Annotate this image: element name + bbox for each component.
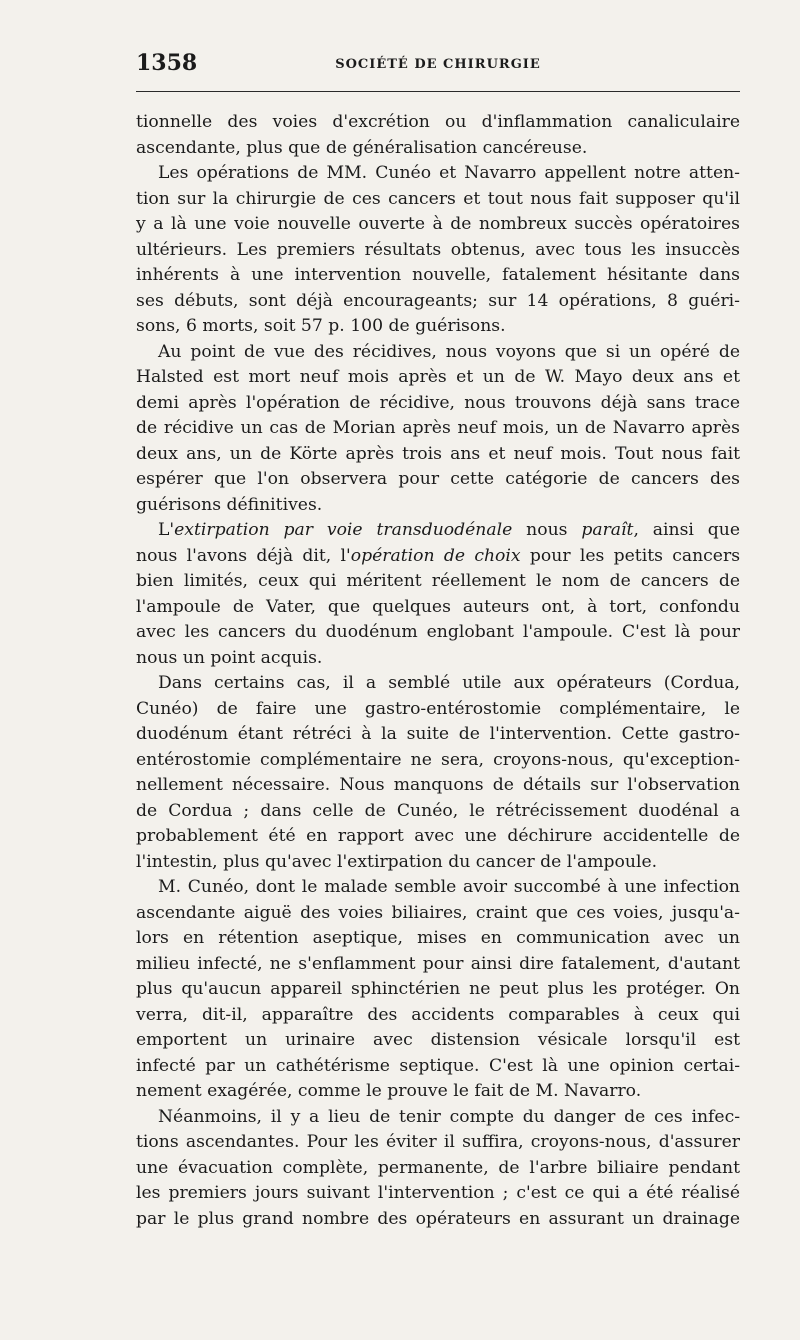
text-line: sons, 6 morts, soit 57 p. 100 de guérisons.: [136, 316, 506, 336]
text-line: ascendante, plus que de généralisation cancéreuse.: [136, 137, 588, 158]
text-line: l'intestin, plus qu'avec l'extirpation du cancer de l'ampoule.: [136, 851, 658, 872]
text-line: tionnelle des voies d'excrétion ou d'inflammation canaliculaire: [136, 112, 740, 132]
text-line: de Cordua ; dans celle de Cunéo, le rétrécissement duodénal a: [136, 800, 740, 821]
italic-phrase: extirpation par voie transduodénale: [174, 520, 513, 540]
text-line: M. Cunéo, dont le malade semble avoir succombé à une infection: [158, 877, 740, 897]
text-line: Halsted est mort neuf mois après et un de W. Mayo deux ans et: [136, 367, 740, 387]
text-line: demi après l'opération de récidive, nous trouvons déjà sans trace: [136, 392, 740, 413]
text-line: Dans certains cas, il a semblé utile aux opérateurs (Cordua,: [158, 673, 740, 693]
text-line-italic: [136, 518, 740, 544]
text-line: ses débuts, sont déjà encourageants; sur 14 opérations, 8 guéri-: [136, 290, 740, 311]
text-fragment: pour les petits cancers: [520, 545, 741, 566]
text-line: Au point de vue des récidives, nous voyons que si un opéré de: [158, 341, 740, 362]
text-line: infecté par un cathétérisme septique. C'est là une opinion certai-: [136, 1055, 740, 1076]
text-line: espérer que l'on observera pour cette catégorie de cancers des: [136, 469, 740, 489]
text-line: guérisons définitives.: [136, 494, 323, 515]
text-fragment: nous: [512, 520, 582, 540]
text-line: tions ascendantes. Pour les éviter il suffira, croyons-nous, d'assurer: [136, 1132, 740, 1152]
text-line: inhérents à une intervention nouvelle, fatalement hésitante dans: [136, 265, 740, 285]
text-line: entérostomie complémentaire ne sera, croyons-nous, qu'exception-: [136, 749, 740, 770]
text-line: milieu infecté, ne s'enflamment pour ainsi dire fatalement, d'autant: [136, 953, 740, 974]
text-line: par le plus grand nombre des opérateurs en assurant un drainage: [136, 1208, 740, 1229]
text-fragment: nous l'avons déjà dit, l': [136, 545, 351, 566]
text-line: y a là une voie nouvelle ouverte à de nombreux succès opératoires: [136, 214, 740, 234]
text-line: emportent un urinaire avec distension vésicale lorsqu'il est: [136, 1030, 740, 1050]
text-fragment: L': [158, 520, 175, 540]
text-fragment: , ainsi que: [633, 520, 741, 540]
text-line: deux ans, un de Körte après trois ans et neuf mois. Tout nous fait: [136, 443, 740, 464]
text-line: duodénum étant rétréci à la suite de l'intervention. Cette gastro-: [136, 724, 740, 744]
text-line: ultérieurs. Les premiers résultats obtenus, avec tous les insuccès: [136, 239, 740, 260]
text-line: Les opérations de MM. Cunéo et Navarro appellent notre atten-: [158, 163, 740, 183]
text-line: l'ampoule de Vater, que quelques auteurs ont, à tort, confondu: [136, 596, 740, 617]
page-number: 1358: [136, 50, 198, 76]
text-line: nellement nécessaire. Nous manquons de détails sur l'observation: [136, 775, 740, 795]
text-line: Néanmoins, il y a lieu de tenir compte du danger de ces infec-: [158, 1106, 740, 1127]
text-line: tion sur la chirurgie de ces cancers et tout nous fait supposer qu'il: [136, 188, 740, 209]
text-line: probablement été en rapport avec une déchirure accidentelle de: [136, 826, 740, 846]
text-line: de récidive un cas de Morian après neuf mois, un de Navarro après: [136, 418, 740, 438]
running-title: SOCIÉTÉ DE CHIRURGIE: [335, 57, 541, 72]
header-rule: [136, 91, 740, 92]
text-line: bien limités, ceux qui méritent réellement le nom de cancers de: [136, 571, 740, 591]
italic-phrase: opération de choix: [350, 545, 521, 566]
page-header: [136, 50, 740, 76]
text-line: lors en rétention aseptique, mises en communication avec un: [136, 928, 740, 948]
text-line: une évacuation complète, permanente, de l'arbre biliaire pendant: [136, 1157, 740, 1178]
text-line: avec les cancers du duodénum englobant l'ampoule. C'est là pour: [136, 622, 740, 642]
body-text: [136, 110, 740, 1232]
italic-phrase: paraît: [581, 520, 634, 540]
text-line: verra, dit-il, apparaître des accidents comparables à ceux qui: [136, 1004, 740, 1025]
text-line: plus qu'aucun appareil sphinctérien ne peut plus les protéger. On: [136, 979, 740, 999]
text-line-italic: [136, 544, 740, 570]
text-line: Cunéo) de faire une gastro-entérostomie complémentaire, le: [136, 698, 740, 719]
text-line: ascendante aiguë des voies biliaires, craint que ces voies, jusqu'a-: [136, 902, 740, 923]
text-line: nement exagérée, comme le prouve le fait de M. Navarro.: [136, 1081, 642, 1101]
text-line: les premiers jours suivant l'intervention ; c'est ce qui a été réalisé: [136, 1183, 740, 1203]
text-line: nous un point acquis.: [136, 647, 323, 668]
